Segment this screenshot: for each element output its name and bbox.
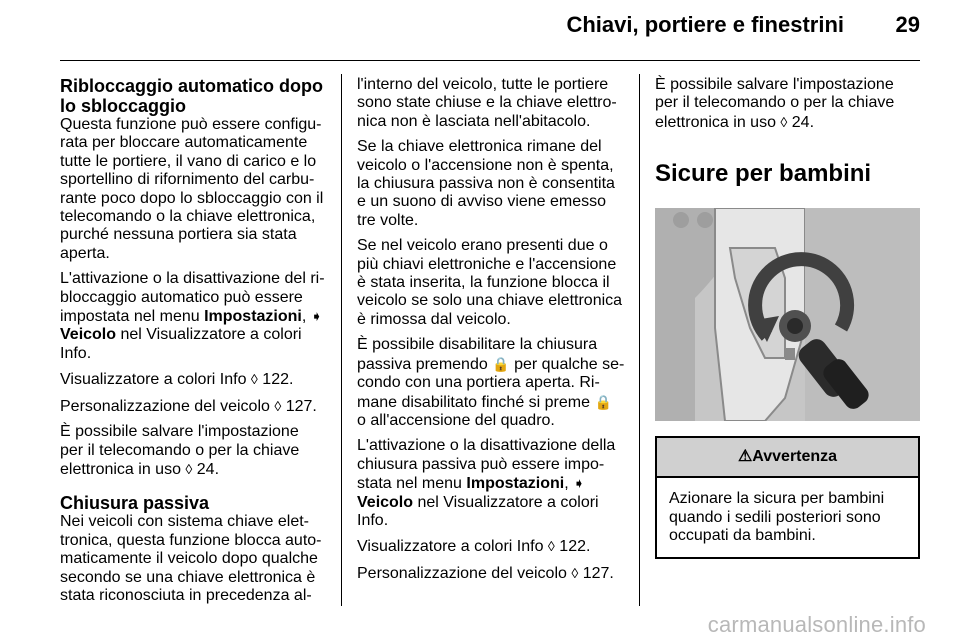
section-heading-passive-lock: Chiusura passiva — [60, 493, 210, 514]
column-divider-left — [341, 74, 342, 606]
column-left — [60, 76, 325, 612]
paragraph: Se la chiave elettronica rimane del veicolo o l'accensione non è spenta, la chiusura passiva non è consentita e un suono di avviso viene emesso tre volte. — [357, 138, 615, 229]
page-number: 29 — [895, 12, 920, 37]
page-ref-number: 127. — [285, 397, 317, 415]
menu-label-vehicle: Veicolo — [60, 326, 117, 344]
warning-icon: ⚠ — [737, 448, 753, 466]
text: È possibile salvare l'impostazione per il telecomando o per la chiave elettronica in uso — [60, 423, 300, 478]
column-middle — [357, 76, 625, 590]
menu-arrow-icon: ➧ — [573, 475, 585, 492]
paragraph — [655, 76, 920, 132]
column-divider-right — [639, 74, 640, 606]
lock-key-icon: 🔒 — [492, 355, 510, 372]
paragraph — [60, 423, 325, 479]
paragraph: Nei veicoli con sistema chiave elettronica, questa funzione blocca automaticamente il veicolo dopo qualche secondo se una chiave elettronica è stata riconosciuta in precedenza al- — [60, 513, 322, 604]
text: o all'accensione del quadro. — [357, 411, 555, 429]
text: È possibile disabilitare la chiusura passiva premendo — [357, 336, 598, 373]
column-right — [655, 76, 920, 559]
page-ref-icon: ◊ — [780, 113, 788, 130]
text: È possibile salvare l'impostazione per il telecomando o per la chiave elettronica in uso — [655, 76, 895, 131]
page-ref-number: 127. — [582, 564, 614, 582]
text: Visualizzatore a colori Info — [357, 538, 548, 556]
text: Personalizzazione del veicolo — [60, 397, 275, 415]
section-heading-relock: Ribloccaggio automatico dopo lo sbloccaggio — [60, 76, 324, 116]
warning-header — [657, 438, 918, 478]
text: per qualche secondo con una portiera aperta. Rimane disabilitato finché si preme — [357, 355, 625, 411]
cross-reference[interactable] — [357, 537, 625, 556]
paragraph: Se nel veicolo erano presenti due o più chiavi elettroniche e l'accensione è stata inserita, la funzione blocca il veicolo se solo una chiave elettronica è rimossa dal veicolo. — [357, 237, 623, 328]
text: L'attivazione o la disattivazione del ribloccaggio automatico può essere impostata nel menu — [60, 270, 325, 326]
cross-reference[interactable] — [60, 397, 325, 416]
page-ref-icon: ◊ — [274, 397, 282, 414]
lock-key-icon: 🔒 — [594, 393, 612, 410]
text: Personalizzazione del veicolo — [357, 564, 572, 582]
page-ref-icon: ◊ — [547, 538, 555, 555]
page-ref-icon: ◊ — [571, 564, 579, 581]
text: , — [564, 475, 574, 493]
page-ref-icon: ◊ — [185, 460, 193, 477]
cross-reference[interactable] — [60, 370, 325, 389]
page-ref-number: 24. — [791, 113, 815, 131]
watermark: carmanualsonline.info — [707, 612, 926, 637]
paragraph — [357, 336, 625, 430]
warning-text: Azionare la sicura per bambini quando i sedili posteriori sono occupati da bambini. — [669, 490, 885, 545]
warning-title: Avvertenza — [752, 448, 838, 466]
section-heading-child-locks: Sicure per bambini — [655, 160, 872, 188]
page-header-title: Chiavi, portiere e finestrini — [566, 12, 844, 37]
text: , — [301, 308, 311, 326]
page-ref-number: 122. — [262, 371, 294, 389]
paragraph — [357, 437, 625, 530]
paragraph: Questa funzione può essere configurata per bloccare automaticamente tutte le portiere, il vano di carico e lo sportellino di rifornimento del carburante poco dopo lo sbloccaggio con il telecomando o la chiave elettronica, purché nessuna portiera sia stata aperta. — [60, 116, 324, 262]
page-ref-number: 122. — [559, 538, 591, 556]
paragraph: l'interno del veicolo, tutte le portiere sono state chiuse e la chiave elettronica non è lasciata nell'abitacolo. — [357, 76, 617, 130]
cross-reference[interactable] — [357, 564, 625, 583]
menu-arrow-icon: ➧ — [310, 308, 323, 325]
page-ref-number: 24. — [196, 460, 220, 478]
text: nel Visualizzatore a colori Info. — [60, 326, 302, 362]
menu-label-vehicle: Veicolo — [357, 493, 414, 511]
text: Visualizzatore a colori Info — [60, 371, 251, 389]
menu-label-settings: Impostazioni — [466, 475, 565, 493]
menu-label-settings: Impostazioni — [204, 308, 302, 326]
header-rule — [60, 60, 920, 61]
child-lock-illustration — [655, 208, 920, 421]
warning-box — [655, 436, 920, 559]
text: nel Visualizzatore a colori Info. — [357, 493, 599, 529]
text: L'attivazione o la disattivazione della chiusura passiva può essere impostata nel menu — [357, 437, 616, 493]
page-ref-icon: ◊ — [250, 371, 258, 388]
paragraph — [60, 270, 325, 363]
